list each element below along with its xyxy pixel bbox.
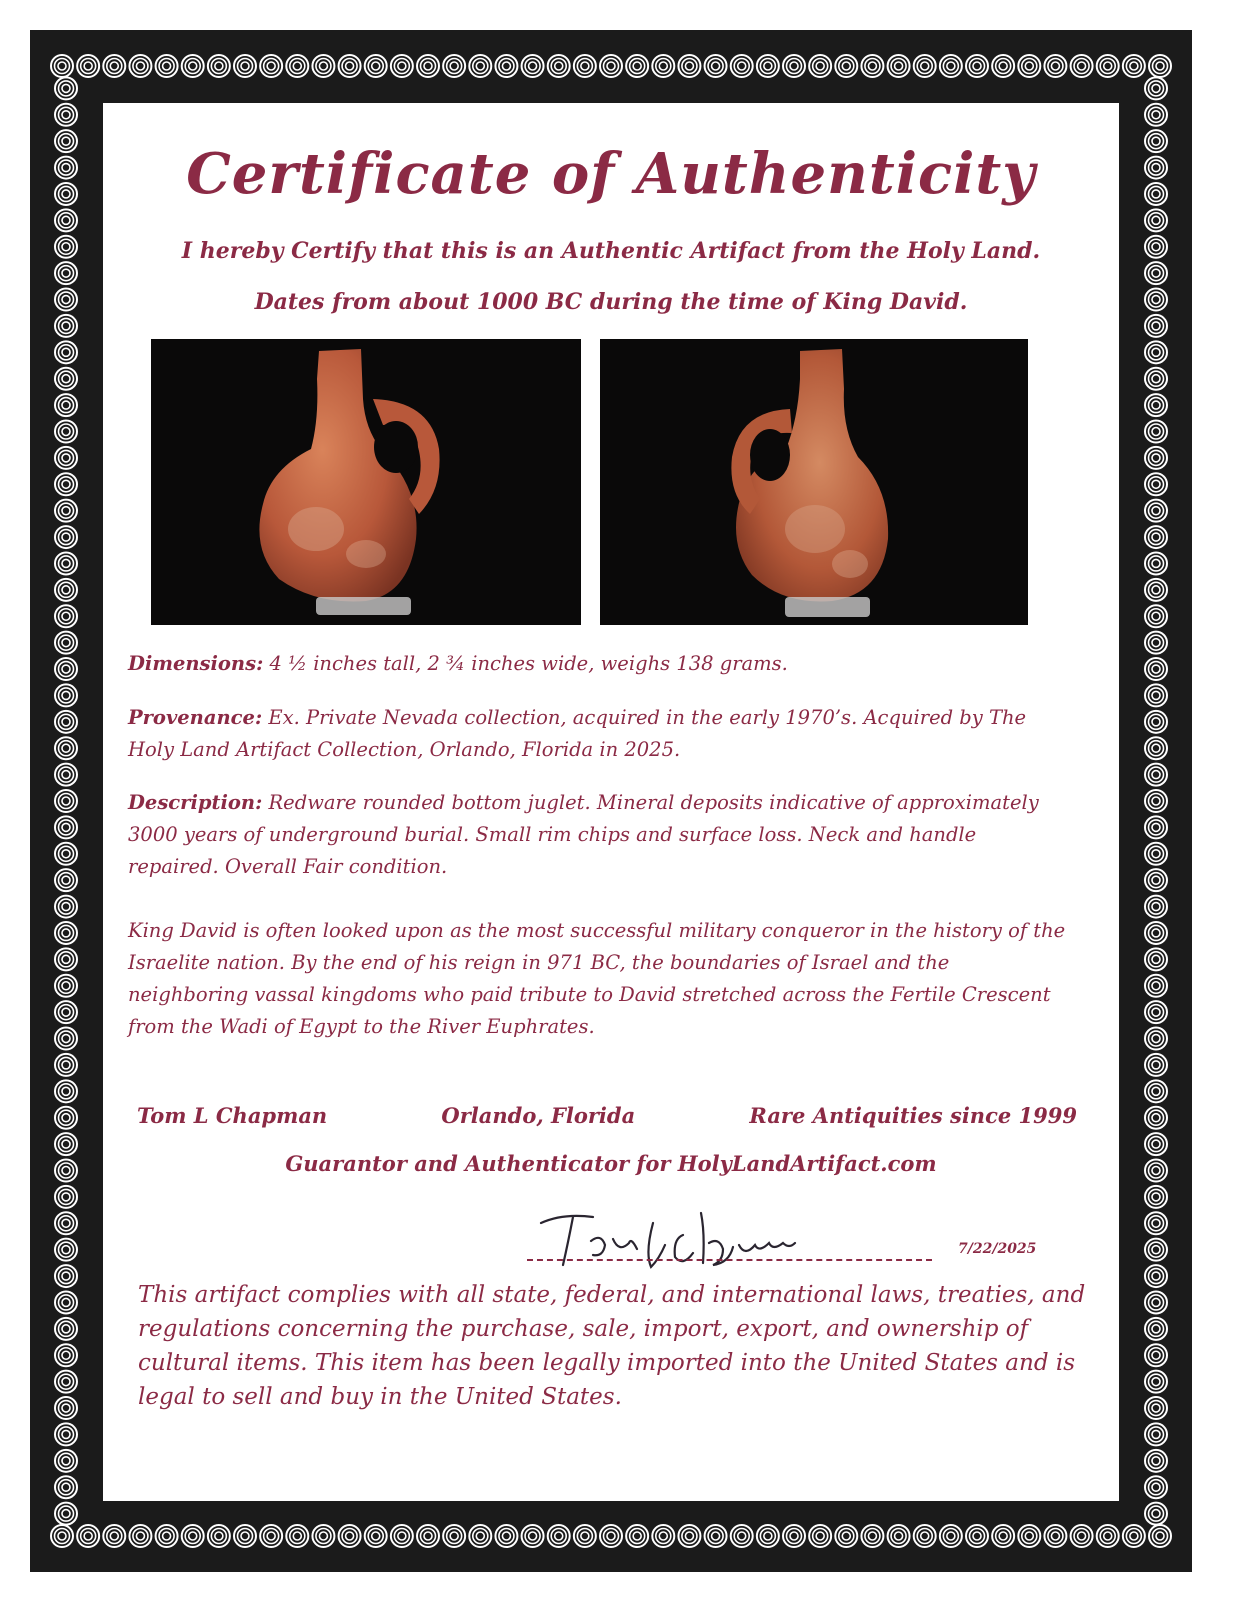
concentric-circle-icon <box>391 55 413 77</box>
concentric-circle-icon <box>55 1160 77 1182</box>
concentric-circle-icon <box>1145 1160 1167 1182</box>
concentric-circle-icon <box>1145 1318 1167 1340</box>
concentric-circle-icon <box>731 55 753 77</box>
concentric-circle-icon <box>312 1525 334 1547</box>
concentric-circle-icon <box>783 1525 805 1547</box>
concentric-circle-icon <box>312 55 334 77</box>
concentric-circle-icon <box>731 1525 753 1547</box>
concentric-circle-icon <box>469 1525 491 1547</box>
concentric-circle-icon <box>966 55 988 77</box>
signer-location: Orlando, Florida <box>441 1103 636 1128</box>
concentric-circle-icon <box>574 55 596 77</box>
concentric-circle-icon <box>55 183 77 205</box>
concentric-circle-icon <box>417 55 439 77</box>
concentric-circle-icon <box>260 1525 282 1547</box>
signer-name: Tom L Chapman <box>137 1103 328 1128</box>
concentric-circle-icon <box>55 157 77 179</box>
concentric-circle-icon <box>1145 684 1167 706</box>
concentric-circle-icon <box>55 711 77 733</box>
signature-line <box>527 1259 932 1261</box>
certificate-title: Certificate of Authenticity <box>186 141 1036 207</box>
concentric-circle-icon <box>1145 1028 1167 1050</box>
concentric-circle-icon <box>391 1525 413 1547</box>
history-paragraph: King David is often looked upon as the most successful military conqueror in the history of the Israelite nation. By the end of his reign in 971 BC, the boundaries of Israel and the neighboring vassal kingdoms who paid tribute to David stretched across the Fertile Crescent from the Wadi of Egypt to the River Euphrates. <box>128 919 1066 1038</box>
concentric-circle-icon <box>1145 975 1167 997</box>
concentric-circle-icon <box>1145 236 1167 258</box>
concentric-circle-icon <box>55 1080 77 1102</box>
provenance-paragraph <box>128 702 1068 766</box>
juglet-photo-back <box>600 339 1028 625</box>
concentric-circle-icon <box>1145 368 1167 390</box>
concentric-circle-icon <box>1145 262 1167 284</box>
concentric-circle-icon <box>1145 394 1167 416</box>
concentric-circle-icon <box>1145 1397 1167 1419</box>
concentric-circle-icon <box>1145 737 1167 759</box>
concentric-circle-icon <box>365 1525 387 1547</box>
concentric-circle-icon <box>55 315 77 337</box>
concentric-circle-icon <box>365 55 387 77</box>
concentric-circle-icon <box>55 1344 77 1366</box>
concentric-circle-icon <box>55 1212 77 1234</box>
concentric-circle-icon <box>1145 1239 1167 1261</box>
concentric-circle-icon <box>55 500 77 522</box>
dating-statement: Dates from about 1000 BC during the time of King David. <box>254 289 968 315</box>
concentric-circle-icon <box>1145 1371 1167 1393</box>
concentric-circle-icon <box>600 1525 622 1547</box>
concentric-circle-icon <box>1145 183 1167 205</box>
concentric-circle-icon <box>417 1525 439 1547</box>
juglet-image <box>151 339 581 625</box>
concentric-circle-icon <box>1145 1423 1167 1445</box>
concentric-circle-icon <box>55 658 77 680</box>
concentric-circle-icon <box>208 1525 230 1547</box>
concentric-circle-icon <box>77 55 99 77</box>
concentric-circle-icon <box>1145 157 1167 179</box>
concentric-circle-icon <box>182 1525 204 1547</box>
concentric-circle-icon <box>861 1525 883 1547</box>
concentric-circle-icon <box>55 1397 77 1419</box>
concentric-circle-icon <box>55 869 77 891</box>
concentric-circle-icon <box>495 55 517 77</box>
description-paragraph <box>128 787 1068 883</box>
juglet-image <box>600 339 1028 625</box>
concentric-circle-icon <box>1145 1001 1167 1023</box>
concentric-circle-icon <box>129 55 151 77</box>
concentric-circle-icon <box>55 1371 77 1393</box>
concentric-circle-icon <box>835 55 857 77</box>
concentric-circle-icon <box>652 55 674 77</box>
concentric-circle-icon <box>55 948 77 970</box>
concentric-circle-icon <box>55 1423 77 1445</box>
concentric-circle-icon <box>55 1503 77 1525</box>
concentric-circle-icon <box>1145 341 1167 363</box>
concentric-circle-icon <box>1145 1344 1167 1366</box>
dimensions-paragraph <box>128 648 1068 680</box>
concentric-circle-icon <box>1145 447 1167 469</box>
concentric-circle-icon <box>55 1133 77 1155</box>
concentric-circle-icon <box>1145 209 1167 231</box>
concentric-circle-icon <box>1145 948 1167 970</box>
concentric-circle-icon <box>55 764 77 786</box>
concentric-circle-icon <box>940 1525 962 1547</box>
concentric-circle-icon <box>55 1107 77 1129</box>
concentric-circle-icon <box>1145 77 1167 99</box>
concentric-circle-icon <box>156 55 178 77</box>
concentric-circle-icon <box>1145 1107 1167 1129</box>
concentric-circle-icon <box>1145 473 1167 495</box>
concentric-circle-icon <box>1145 421 1167 443</box>
concentric-circle-icon <box>1145 658 1167 680</box>
concentric-circle-icon <box>55 1450 77 1472</box>
concentric-circle-icon <box>55 394 77 416</box>
concentric-circle-icon <box>1145 1450 1167 1472</box>
concentric-circle-icon <box>469 55 491 77</box>
dimensions-text: 4 ½ inches tall, 2 ¾ inches wide, weighs 138 grams. <box>269 652 788 675</box>
concentric-circle-icon <box>1145 315 1167 337</box>
signature-date: 7/22/2025 <box>958 1241 1037 1257</box>
concentric-circle-icon <box>1149 55 1171 77</box>
concentric-circle-icon <box>55 341 77 363</box>
concentric-circle-icon <box>55 605 77 627</box>
concentric-circle-icon <box>1071 55 1093 77</box>
concentric-circle-icon <box>888 1525 910 1547</box>
concentric-circle-icon <box>1123 1525 1145 1547</box>
concentric-circle-icon <box>55 816 77 838</box>
concentric-circle-icon <box>809 55 831 77</box>
concentric-circle-icon <box>55 1028 77 1050</box>
description-text: Redware rounded bottom juglet. Mineral deposits indicative of approximately 3000 years of underground burial. Small rim chips and surface loss. Neck and handle repaired. Overall Fair condition. <box>128 791 1039 878</box>
concentric-circle-icon <box>1145 1080 1167 1102</box>
signer-since: Rare Antiquities since 1999 <box>749 1103 1077 1128</box>
concentric-circle-icon <box>966 1525 988 1547</box>
concentric-circle-icon <box>55 1265 77 1287</box>
concentric-circle-icon <box>55 632 77 654</box>
concentric-circle-icon <box>1145 1265 1167 1287</box>
concentric-circle-icon <box>1145 1503 1167 1525</box>
concentric-circle-icon <box>678 1525 700 1547</box>
provenance-label: Provenance: <box>128 706 263 729</box>
concentric-circle-icon <box>1123 55 1145 77</box>
concentric-circle-icon <box>1145 605 1167 627</box>
concentric-circle-icon <box>574 1525 596 1547</box>
concentric-circle-icon <box>103 55 125 77</box>
concentric-circle-icon <box>260 55 282 77</box>
concentric-circle-icon <box>286 1525 308 1547</box>
juglet-photo-front <box>151 339 581 625</box>
concentric-circle-icon <box>55 975 77 997</box>
description-label: Description: <box>128 791 263 814</box>
concentric-circle-icon <box>626 55 648 77</box>
concentric-circle-icon <box>783 55 805 77</box>
concentric-circle-icon <box>55 236 77 258</box>
concentric-circle-icon <box>1145 711 1167 733</box>
concentric-circle-icon <box>757 1525 779 1547</box>
concentric-circle-icon <box>55 579 77 601</box>
concentric-circle-icon <box>1145 1133 1167 1155</box>
concentric-circle-icon <box>55 473 77 495</box>
concentric-circle-icon <box>55 368 77 390</box>
concentric-circle-icon <box>495 1525 517 1547</box>
concentric-circle-icon <box>1145 764 1167 786</box>
concentric-circle-icon <box>548 55 570 77</box>
concentric-circle-icon <box>1097 55 1119 77</box>
concentric-circle-icon <box>55 526 77 548</box>
concentric-circle-icon <box>55 737 77 759</box>
concentric-circle-icon <box>1145 843 1167 865</box>
signer-row <box>137 1103 1077 1128</box>
concentric-circle-icon <box>55 104 77 126</box>
concentric-circle-icon <box>1149 1525 1171 1547</box>
concentric-circle-icon <box>1145 1291 1167 1313</box>
concentric-circle-icon <box>55 262 77 284</box>
concentric-circle-icon <box>55 552 77 574</box>
concentric-circle-icon <box>234 55 256 77</box>
concentric-circle-icon <box>1145 500 1167 522</box>
concentric-circle-icon <box>522 1525 544 1547</box>
concentric-circle-icon <box>443 55 465 77</box>
concentric-circle-icon <box>55 1186 77 1208</box>
concentric-circle-icon <box>992 55 1014 77</box>
concentric-circle-icon <box>705 1525 727 1547</box>
concentric-circle-icon <box>1145 526 1167 548</box>
concentric-circle-icon <box>1145 1054 1167 1076</box>
concentric-circle-icon <box>55 790 77 812</box>
concentric-circle-icon <box>51 55 73 77</box>
concentric-circle-icon <box>809 1525 831 1547</box>
concentric-circle-icon <box>1145 552 1167 574</box>
concentric-circle-icon <box>992 1525 1014 1547</box>
concentric-circle-icon <box>1145 1476 1167 1498</box>
concentric-circle-icon <box>208 55 230 77</box>
concentric-circle-icon <box>55 843 77 865</box>
concentric-circle-icon <box>600 55 622 77</box>
concentric-circle-icon <box>55 1239 77 1261</box>
concentric-circle-icon <box>1145 289 1167 311</box>
concentric-circle-icon <box>1097 1525 1119 1547</box>
concentric-circle-icon <box>1145 922 1167 944</box>
legal-statement: This artifact complies with all state, federal, and international laws, treaties, and regulations concerning the purchase, sale, import, export, and ownership of cultural items. This item has been legally imported into the United States and is legal to sell and buy in the United States. <box>138 1282 1086 1410</box>
concentric-circle-icon <box>55 1054 77 1076</box>
concentric-circle-icon <box>1145 896 1167 918</box>
concentric-circle-icon <box>757 55 779 77</box>
concentric-circle-icon <box>103 1525 125 1547</box>
concentric-circle-icon <box>1018 55 1040 77</box>
concentric-circle-icon <box>835 1525 857 1547</box>
concentric-circle-icon <box>652 1525 674 1547</box>
concentric-circle-icon <box>77 1525 99 1547</box>
concentric-circle-icon <box>548 1525 570 1547</box>
concentric-circle-icon <box>1044 1525 1066 1547</box>
concentric-circle-icon <box>234 1525 256 1547</box>
concentric-circle-icon <box>940 55 962 77</box>
concentric-circle-icon <box>286 55 308 77</box>
concentric-circle-icon <box>55 922 77 944</box>
concentric-circle-icon <box>55 130 77 152</box>
concentric-circle-icon <box>339 55 361 77</box>
concentric-circle-icon <box>55 1476 77 1498</box>
concentric-circle-icon <box>55 1318 77 1340</box>
concentric-circle-icon <box>1145 816 1167 838</box>
concentric-circle-icon <box>705 55 727 77</box>
concentric-circle-icon <box>55 1001 77 1023</box>
concentric-circle-icon <box>55 684 77 706</box>
concentric-circle-icon <box>182 55 204 77</box>
concentric-circle-icon <box>51 1525 73 1547</box>
concentric-circle-icon <box>1145 130 1167 152</box>
concentric-circle-icon <box>156 1525 178 1547</box>
concentric-circle-icon <box>1071 1525 1093 1547</box>
concentric-circle-icon <box>1145 1212 1167 1234</box>
concentric-circle-icon <box>1018 1525 1040 1547</box>
concentric-circle-icon <box>522 55 544 77</box>
certify-statement: I hereby Certify that this is an Authentic Artifact from the Holy Land. <box>181 238 1041 264</box>
concentric-circle-icon <box>861 55 883 77</box>
concentric-circle-icon <box>129 1525 151 1547</box>
concentric-circle-icon <box>1145 104 1167 126</box>
handwritten-signature <box>533 1193 833 1283</box>
concentric-circle-icon <box>55 447 77 469</box>
concentric-circle-icon <box>339 1525 361 1547</box>
concentric-circle-icon <box>55 1291 77 1313</box>
certificate-panel <box>100 100 1122 1504</box>
concentric-circle-icon <box>55 209 77 231</box>
dimensions-label: Dimensions: <box>128 652 264 675</box>
provenance-text: Ex. Private Nevada collection, acquired in the early 1970’s. Acquired by The Holy Land Artifact Collection, Orlando, Florida in 2025. <box>128 706 1027 761</box>
guarantor-line: Guarantor and Authenticator for HolyLandArtifact.com <box>285 1151 937 1176</box>
concentric-circle-icon <box>55 289 77 311</box>
concentric-circle-icon <box>443 1525 465 1547</box>
concentric-circle-icon <box>1145 869 1167 891</box>
concentric-circle-icon <box>678 55 700 77</box>
concentric-circle-icon <box>1044 55 1066 77</box>
concentric-circle-icon <box>1145 632 1167 654</box>
concentric-circle-icon <box>55 896 77 918</box>
concentric-circle-icon <box>1145 790 1167 812</box>
concentric-circle-icon <box>55 77 77 99</box>
concentric-circle-icon <box>914 55 936 77</box>
concentric-circle-icon <box>914 1525 936 1547</box>
concentric-circle-icon <box>55 421 77 443</box>
concentric-circle-icon <box>1145 579 1167 601</box>
concentric-circle-icon <box>1145 1186 1167 1208</box>
concentric-circle-icon <box>626 1525 648 1547</box>
concentric-circle-icon <box>888 55 910 77</box>
